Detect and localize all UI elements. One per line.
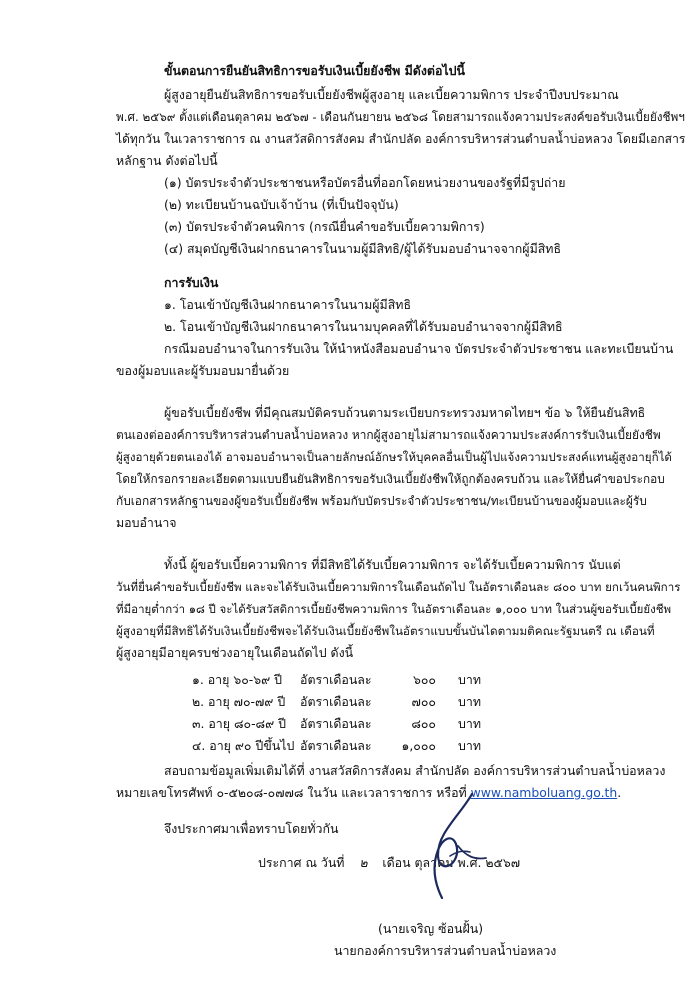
paragraph-line: วันที่ยื่นคำขอรับเบี้ยยังชีพ และจะได้รับเงินเบี้ยความพิการในเดือนถัดไป ในอัตราเดือนละ ๘๐๐ บาท ยกเว้นคนพิการ	[116, 580, 681, 594]
paragraph-line: ทั้งนี้ ผู้ขอรับเบี้ยความพิการ ที่มีสิทธิได้รับเบี้ยความพิการ จะได้รับเบี้ยความพิการ นับแต่	[164, 557, 621, 572]
document-item: (๒) ทะเบียนบ้านฉบับเจ้าบ้าน (ที่เป็นปัจจุบัน)	[164, 197, 399, 212]
signer-title: นายกองค์การบริหารส่วนตำบลน้ำบ่อหลวง	[334, 943, 557, 958]
intro-line: พ.ศ. ๒๕๖๙ ตั้งแต่เดือนตุลาคม ๒๕๖๗ - เดือนกันยายน ๒๕๖๘ โดยสามารถแจ้งความประสงค์ขอรับเงินเบี้ยยังชีพฯ	[116, 110, 685, 124]
rate-age: ๓. อายุ ๘๐-๘๙ ปี	[192, 716, 286, 731]
document-item: (๔) สมุดบัญชีเงินฝากธนาคารในนามผู้มีสิทธิ/ผู้ได้รับมอบอำนาจจากผู้มีสิทธิ	[164, 241, 562, 256]
rate-age: ๒. อายุ ๗๐-๗๙ ปี	[192, 694, 286, 709]
paragraph-line: ผู้สูงอายุมีอายุครบช่วงอายุในเดือนถัดไป ดังนี้	[116, 645, 354, 660]
signer-name: (นายเจริญ ซ้อนฝั้น)	[378, 921, 484, 936]
paragraph-line: กับเอกสารหลักฐานของผู้ขอรับเบี้ยยังชีพ พร้อมกับบัตรประจำตัวประชาชน/ทะเบียนบ้านของผู้มอบและผู้รับ	[116, 494, 647, 508]
announce-day: ๒	[359, 855, 368, 870]
website-link[interactable]: www.namboluang.go.th	[470, 785, 618, 800]
procedure-heading: ขั้นตอนการยืนยันสิทธิการขอรับเงินเบี้ยยังชีพ มีดังต่อไปนี้	[164, 63, 465, 78]
rate-amount: ๑,๐๐๐	[401, 738, 436, 753]
payment-note-line: กรณีมอบอำนาจในการรับเงิน ให้นำหนังสือมอบอำนาจ บัตรประจำตัวประชาชน และทะเบียนบ้าน	[164, 341, 674, 356]
rate-age: ๔. อายุ ๙๐ ปีขึ้นไป	[192, 738, 295, 753]
intro-line: ได้ทุกวัน ในเวลาราชการ ณ งานสวัสดิการสังคม สำนักปลัด องค์การบริหารส่วนตำบลน้ำบ่อหลวง โดยมีเอกสาร	[116, 132, 686, 146]
paragraph-line: ผู้สูงอายุด้วยตนเองได้ อาจมอบอำนาจเป็นลายลักษณ์อักษรให้บุคคลอื่นเป็นผู้ไปแจ้งความประสงค์แทนผู้สูงอายุก็ได้	[116, 450, 672, 464]
rate-unit: บาท	[458, 738, 481, 753]
document-item: (๓) บัตรประจำตัวคนพิการ (กรณียื่นคำขอรับเบี้ยความพิการ)	[164, 219, 485, 234]
rate-amount: ๗๐๐	[411, 694, 436, 709]
rate-amount: ๘๐๐	[411, 716, 436, 731]
contact-period: .	[617, 785, 622, 800]
announce-date-prefix: ประกาศ ณ วันที่	[258, 855, 345, 870]
paragraph-line: ที่มีอายุต่ำกว่า ๑๘ ปี จะได้รับสวัสดิการเบี้ยยังชีพความพิการ ในอัตราเดือนละ ๑,๐๐๐ บาท ในส่วนผู้ขอรับเบี้ยยังชีพ	[116, 602, 672, 616]
handwritten-signature	[412, 786, 498, 902]
rate-label: อัตราเดือนละ	[300, 716, 372, 731]
paragraph-line: ผู้ขอรับเบี้ยยังชีพ ที่มีคุณสมบัติครบถ้วนตามระเบียบกระทรวงมหาดไทยฯ ข้อ ๖ ให้ยืนยันสิทธิ	[164, 405, 646, 420]
paragraph-line: ผู้สูงอายุที่มีสิทธิได้รับเงินเบี้ยยังชีพจะได้รับเงินเบี้ยยังชีพในอัตราแบบขั้นบันไดตามมติคณะรัฐมนตรี ณ เดือนที่	[116, 624, 655, 638]
contact-phone-text: หมายเลขโทรศัพท์ ๐-๕๒๐๘-๐๗๗๘ ในวัน และเวลาราชการ หรือที่	[116, 785, 471, 800]
intro-line: หลักฐาน ดังต่อไปนี้	[116, 153, 218, 168]
rate-unit: บาท	[458, 672, 481, 687]
paragraph-line: มอบอำนาจ	[116, 515, 177, 530]
payment-item: ๒. โอนเข้าบัญชีเงินฝากธนาคารในนามบุคคลที่ได้รับมอบอำนาจจากผู้มีสิทธิ	[164, 319, 563, 334]
announce-month-year: เดือน ตุลาคม พ.ศ. ๒๕๖๗	[382, 855, 521, 870]
document-item: (๑) บัตรประจำตัวประชาชนหรือบัตรอื่นที่ออกโดยหน่วยงานของรัฐที่มีรูปถ่าย	[164, 175, 566, 190]
contact-line: สอบถามข้อมูลเพิ่มเติมได้ที่ งานสวัสดิการสังคม สำนักปลัด องค์การบริหารส่วนตำบลน้ำบ่อหลวง	[164, 763, 666, 778]
paragraph-line: โดยให้กรอกรายละเอียดตามแบบยืนยันสิทธิการขอรับเงินเบี้ยยังชีพให้ถูกต้องครบถ้วน และให้ยื่นคำขอประกอบ	[116, 472, 665, 486]
closing-statement: จึงประกาศมาเพื่อทราบโดยทั่วกัน	[164, 821, 339, 836]
rate-age: ๑. อายุ ๖๐-๖๙ ปี	[192, 672, 282, 687]
paragraph-line: ตนเองต่อองค์การบริหารส่วนตำบลน้ำบ่อหลวง หากผู้สูงอายุไม่สามารถแจ้งความประสงค์การรับเงินเบี้ยยังชีพ	[116, 428, 661, 442]
rate-unit: บาท	[458, 716, 481, 731]
rate-amount: ๖๐๐	[413, 672, 436, 687]
contact-line	[116, 784, 621, 802]
rate-label: อัตราเดือนละ	[300, 672, 372, 687]
payment-note-line: ของผู้มอบและผู้รับมอบมายื่นด้วย	[116, 363, 290, 378]
rate-unit: บาท	[458, 694, 481, 709]
intro-line: ผู้สูงอายุยืนยันสิทธิการขอรับเบี้ยยังชีพผู้สูงอายุ และเบี้ยความพิการ ประจำปีงบประมาณ	[164, 87, 619, 102]
payment-heading: การรับเงิน	[164, 275, 219, 290]
rate-label: อัตราเดือนละ	[300, 738, 372, 753]
payment-item: ๑. โอนเข้าบัญชีเงินฝากธนาคารในนามผู้มีสิทธิ	[164, 297, 412, 312]
rate-label: อัตราเดือนละ	[300, 694, 372, 709]
